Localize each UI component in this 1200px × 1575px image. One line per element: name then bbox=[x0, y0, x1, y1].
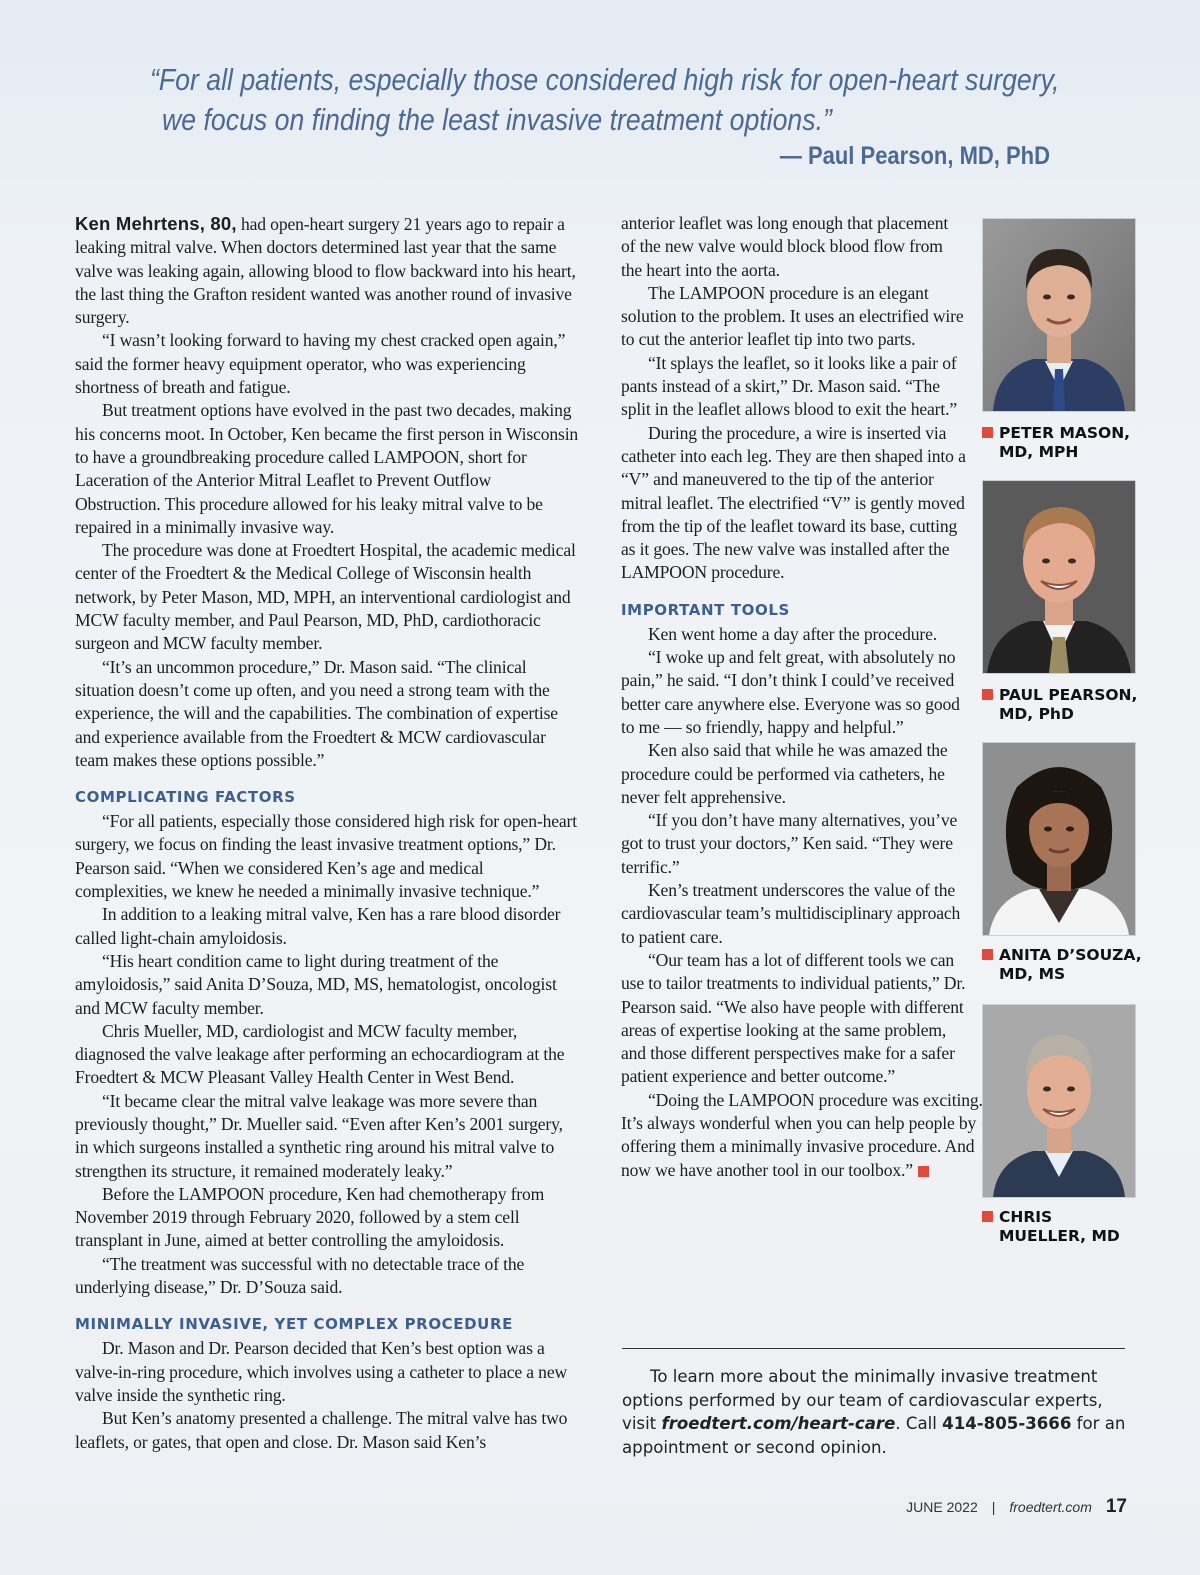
doctor-name: PETER MASON, bbox=[999, 424, 1131, 442]
doctor-credentials: MUELLER, MD bbox=[999, 1227, 1120, 1245]
paragraph: “It’s an uncommon procedure,” Dr. Mason said. “The clinical situation doesn’t come up often, and you need a strong team with the experience, the will and the capabilities. The combination of expertise and experience available from the Froedtert & MCW cardiovascular team makes these options possible.” bbox=[75, 656, 558, 770]
lead-text: had open-heart surgery 21 years ago to repair a leaking mitral valve. When doctors determined last year that the same valve was leaking again, allowing blood to flow backward into his heart, the last thing the Grafton resident wanted was another round of invasive surgery. bbox=[75, 214, 576, 328]
portrait-icon bbox=[983, 1005, 1135, 1197]
pull-quote-line-2: we focus on finding the least invasive treatment options.” bbox=[162, 102, 832, 137]
paragraph: In addition to a leaking mitral valve, Ken has a rare blood disorder called light-chain amyloidosis. bbox=[75, 904, 561, 948]
doctor-credentials: MD, MPH bbox=[999, 443, 1079, 461]
caption-chris-mueller bbox=[982, 1208, 1197, 1246]
learn-more-text: To learn more about the minimally invasive treatment options performed by our team of cardiovascular experts, visit bbox=[622, 1367, 1103, 1433]
paragraph: Ken’s treatment underscores the value of the cardiovascular team’s multidisciplinary approach to patient care. bbox=[621, 880, 961, 947]
closing-quote: “Doing the LAMPOON procedure was exciting. It’s always wonderful when you can help people by offering them a minimally invasive procedure. And now we have another tool in our toolbox.” bbox=[621, 1089, 983, 1180]
lead-paragraph bbox=[75, 212, 580, 329]
pull-quote-line-1: “For all patients, especially those considered high risk for open-heart surgery, bbox=[150, 62, 1060, 97]
section-heading: COMPLICATING FACTORS bbox=[75, 788, 296, 807]
paragraph: “For all patients, especially those considered high risk for open-heart surgery, we focus on finding the least invasive treatment options,” Dr. Pearson said. “When we considered Ken’s age and medical complexities, we knew he needed a minimally invasive technique.” bbox=[75, 811, 577, 902]
paragraph: “It became clear the mitral valve leakage was more severe than previously thought,” Dr. Mueller said. “Even after Ken’s 2001 surgery, in which surgeons installed a synthetic ring around his mitral valve to strengthen its structure, it remained moderately leaky.” bbox=[75, 1090, 563, 1181]
learn-more-text: . Call bbox=[895, 1414, 943, 1433]
bullet-square-icon bbox=[982, 689, 993, 700]
portrait-icon bbox=[983, 219, 1135, 411]
paragraph: During the procedure, a wire is inserted via catheter into each leg. They are then shaped into a “V” and maneuvered to the tip of the anterior mitral leaflet. The electrified “V” is gently moved from the tip of the leaflet toward its base, cutting as it goes. The new valve was installed after the LAMPOON procedure. bbox=[621, 422, 966, 583]
paragraph: Chris Mueller, MD, cardiologist and MCW faculty member, diagnosed the valve leakage after performing an echocardiogram at the Froedtert & MCW Pleasant Valley Health Center in West Bend. bbox=[75, 1020, 565, 1088]
paragraph: “His heart condition came to light during treatment of the amyloidosis,” said Anita D’Souza, MD, MS, hematologist, oncologist and MCW faculty member. bbox=[75, 950, 557, 1018]
caption-anita-dsouza bbox=[982, 946, 1197, 984]
page-footer bbox=[906, 1496, 1127, 1518]
site-name: froedtert.com bbox=[1009, 1499, 1092, 1515]
paragraph bbox=[621, 1089, 1006, 1182]
divider bbox=[622, 1348, 1125, 1349]
doctor-name: ANITA D’SOUZA, bbox=[999, 946, 1142, 964]
phone-number[interactable]: 414-805-3666 bbox=[942, 1414, 1072, 1433]
paragraph: anterior leaflet was long enough that placement of the new valve would block blood flow from the heart into the aorta. bbox=[621, 213, 949, 280]
photo-paul-pearson bbox=[982, 480, 1136, 674]
paragraph: “If you don’t have many alternatives, you’ve got to trust your doctors,” Ken said. “They were terrific.” bbox=[621, 810, 958, 877]
learn-more-text: for an appointment or second opinion. bbox=[622, 1414, 1126, 1457]
paragraph: Before the LAMPOON procedure, Ken had chemotherapy from November 2019 through February 2020, followed by a stem cell transplant in June, aimed at better controlling the amyloidosis. bbox=[75, 1183, 545, 1251]
paragraph: But Ken’s anatomy presented a challenge. The mitral valve has two leaflets, or gates, that open and close. Dr. Mason said Ken’s bbox=[75, 1408, 568, 1452]
page-number: 17 bbox=[1105, 1496, 1127, 1517]
portrait-icon bbox=[983, 481, 1135, 673]
paragraph: “I wasn’t looking forward to having my chest cracked open again,” said the former heavy equipment operator, who was experiencing shortness of breath and fatigue. bbox=[75, 330, 566, 398]
pull-quote bbox=[150, 60, 1060, 140]
paragraph: “Our team has a lot of different tools we can use to tailor treatments to individual patients,” Dr. Pearson said. “We also have people with different areas of expertise looking at the same problem, and those different perspectives make for a safer patient experience and better outcome.” bbox=[621, 949, 966, 1087]
paragraph: “The treatment was successful with no detectable trace of the underlying disease,” Dr. D’Souza said. bbox=[75, 1253, 525, 1298]
paragraph: The LAMPOON procedure is an elegant solution to the problem. It uses an electrified wire to cut the anterior leaflet tip into two parts. bbox=[621, 282, 964, 350]
end-mark-icon bbox=[918, 1166, 929, 1177]
photo-anita-dsouza bbox=[982, 742, 1136, 936]
doctor-credentials: MD, MS bbox=[999, 965, 1066, 983]
paragraph: Ken also said that while he was amazed the procedure could be performed via catheters, he never felt apprehensive. bbox=[621, 740, 948, 807]
footer-separator: | bbox=[991, 1499, 996, 1515]
doctor-name: CHRIS bbox=[999, 1208, 1053, 1226]
article-middle-column bbox=[621, 212, 983, 1182]
paragraph: Dr. Mason and Dr. Pearson decided that Ken’s best option was a valve-in-ring procedure, which involves using a catheter to place a new valve inside the synthetic ring. bbox=[75, 1338, 568, 1405]
learn-more bbox=[622, 1365, 1127, 1459]
doctor-name: PAUL PEARSON, bbox=[999, 686, 1138, 704]
article-left-column bbox=[75, 212, 580, 1454]
paragraph: But treatment options have evolved in the past two decades, making his concerns moot. In October, Ken became the first person in Wisconsin to have a groundbreaking procedure called LAMPOON, short for Laceration of the Anterior Mitral Leaflet to Prevent Outflow Obstruction. This procedure allowed for his leaky mitral valve to be repaired in a minimally invasive way. bbox=[75, 400, 579, 537]
paragraph: The procedure was done at Froedtert Hospital, the academic medical center of the Froedtert & the Medical College of Wisconsin health network, by Peter Mason, MD, MPH, an interventional cardiologist and MCW faculty member, and Paul Pearson, MD, PhD, cardiothoracic surgeon and MCW faculty member. bbox=[75, 540, 576, 654]
bullet-square-icon bbox=[982, 427, 993, 438]
photo-peter-mason bbox=[982, 218, 1136, 412]
photo-chris-mueller bbox=[982, 1004, 1136, 1198]
issue-date: JUNE 2022 bbox=[906, 1499, 978, 1515]
portrait-icon bbox=[983, 743, 1135, 935]
doctor-credentials: MD, PhD bbox=[999, 705, 1074, 723]
bullet-square-icon bbox=[982, 1211, 993, 1222]
quote-attribution: — Paul Pearson, MD, PhD bbox=[779, 142, 1050, 170]
bullet-square-icon bbox=[982, 949, 993, 960]
caption-paul-pearson bbox=[982, 686, 1197, 724]
heart-care-link[interactable]: froedtert.com/heart-care bbox=[661, 1414, 896, 1433]
section-heading: IMPORTANT TOOLS bbox=[621, 600, 790, 619]
paragraph: “It splays the leaflet, so it looks like a pair of pants instead of a skirt,” Dr. Mason said. “The split in the leaflet allows blood to exit the heart.” bbox=[621, 352, 958, 420]
section-heading: MINIMALLY INVASIVE, YET COMPLEX PROCEDURE bbox=[75, 1315, 513, 1334]
paragraph: “I woke up and felt great, with absolutely no pain,” he said. “I don’t think I could’ve received better care anywhere else. Everyone was so good to me — so friendly, happy and helpful.” bbox=[621, 647, 960, 737]
paragraph: Ken went home a day after the procedure. bbox=[648, 623, 938, 644]
lead-name: Ken Mehrtens, 80, bbox=[75, 213, 237, 234]
caption-peter-mason bbox=[982, 424, 1197, 462]
